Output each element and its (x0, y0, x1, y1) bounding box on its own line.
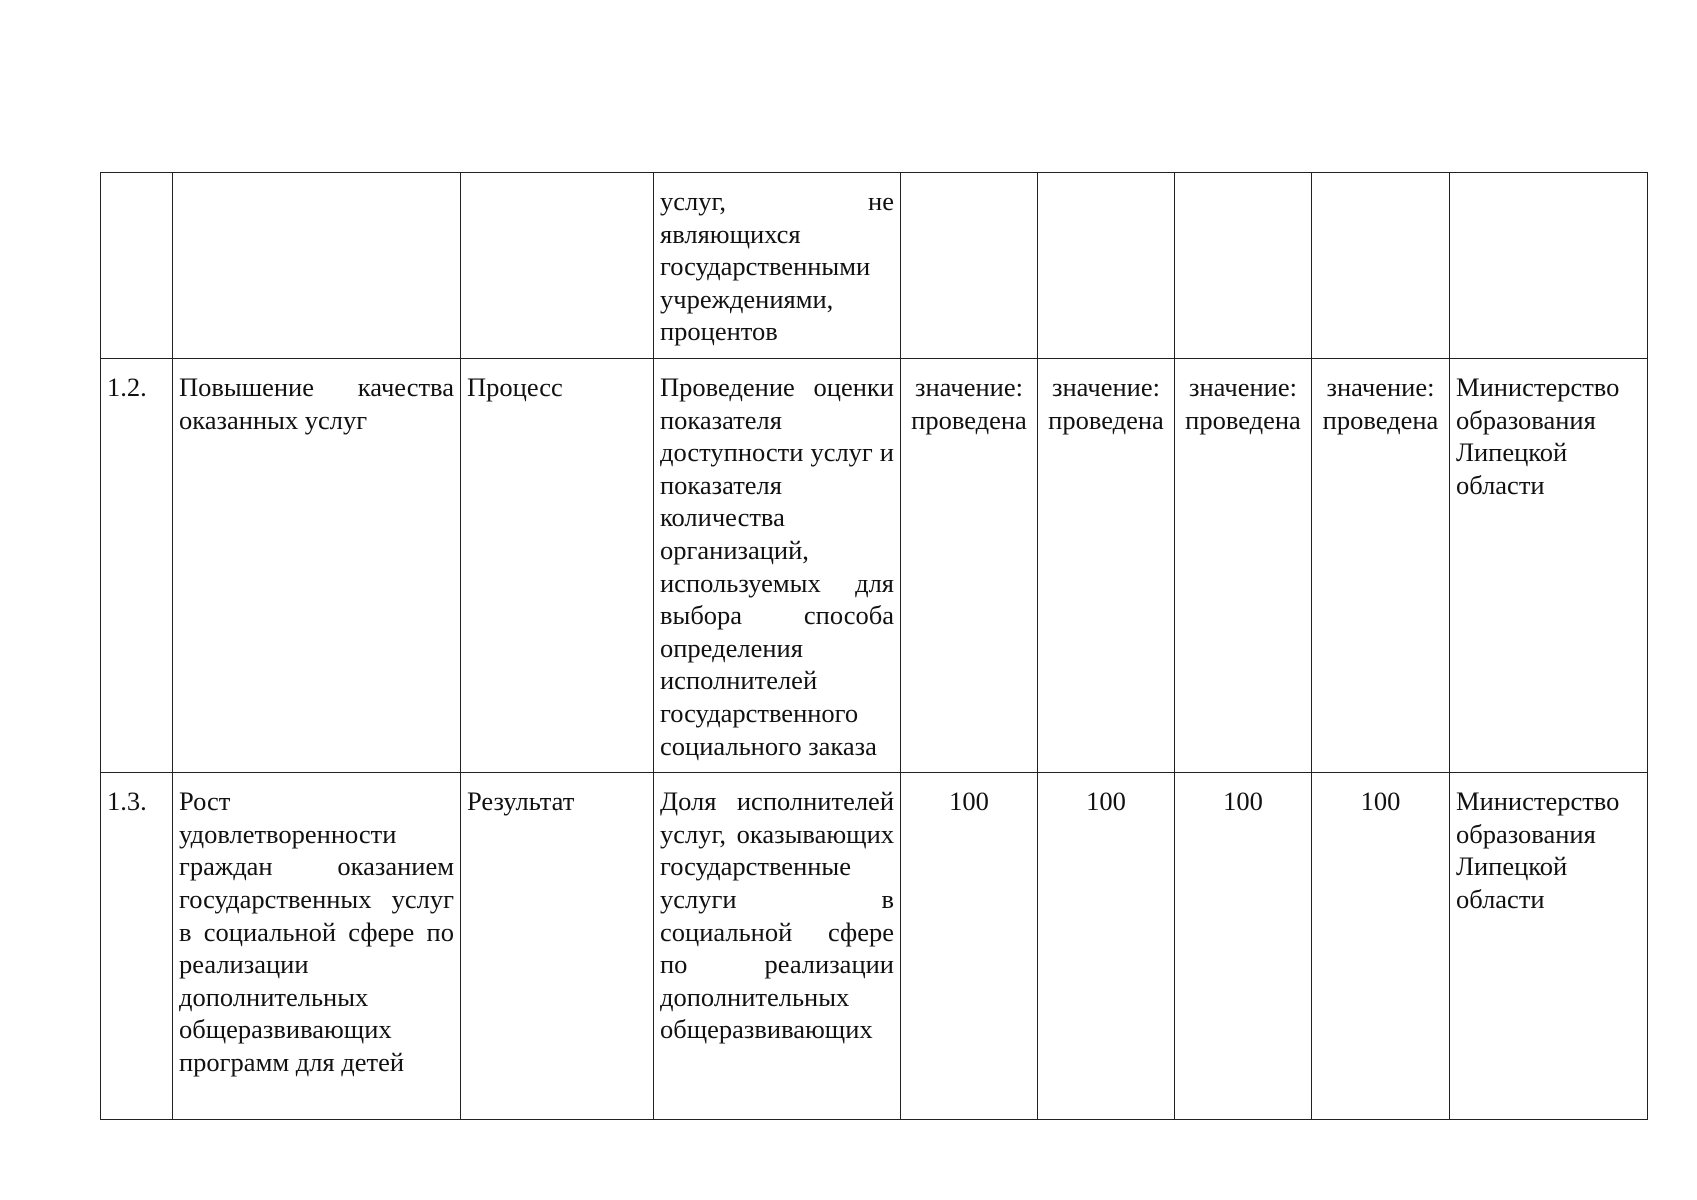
table-row (101, 773, 1648, 1120)
value-cell-2 (1038, 173, 1175, 359)
row-number-cell: 1.3. (101, 773, 173, 1120)
value-cell-1 (901, 173, 1038, 359)
table-row (101, 359, 1648, 773)
indicator-cell: Доля исполнителей услуг, оказывающих государственные услуги в социальной сфере по реализации дополнительных общеразвивающих (654, 773, 901, 1120)
indicators-table (100, 172, 1648, 1120)
responsible-cell (1450, 173, 1648, 359)
value-cell-4 (1312, 173, 1450, 359)
value-cell-2: значение: проведена (1038, 359, 1175, 773)
indicator-cell: услуг, не являющихся государственными учреждениями, процентов (654, 173, 901, 359)
value-cell-3: значение: проведена (1175, 359, 1312, 773)
indicator-cell: Проведение оценки показателя доступности услуг и показателя количества организаций, используемых для выбора способа определения исполнителей государственного социального заказа (654, 359, 901, 773)
table-row (101, 173, 1648, 359)
type-cell: Процесс (461, 359, 654, 773)
value-cell-3 (1175, 173, 1312, 359)
value-cell-3: 100 (1175, 773, 1312, 1120)
task-cell: Повышение качества оказанных услуг (173, 359, 461, 773)
type-cell: Результат (461, 773, 654, 1120)
task-cell (173, 173, 461, 359)
value-cell-1: 100 (901, 773, 1038, 1120)
value-cell-1: значение: проведена (901, 359, 1038, 773)
responsible-cell: Министерство образования Липецкой области (1450, 773, 1648, 1120)
task-cell: Рост удовлетворенности граждан оказанием государственных услуг в социальной сфере по реализации дополнительных общеразвивающих программ для детей (173, 773, 461, 1120)
value-cell-2: 100 (1038, 773, 1175, 1120)
type-cell (461, 173, 654, 359)
responsible-cell: Министерство образования Липецкой области (1450, 359, 1648, 773)
value-cell-4: значение: проведена (1312, 359, 1450, 773)
row-number-cell: 1.2. (101, 359, 173, 773)
value-cell-4: 100 (1312, 773, 1450, 1120)
row-number-cell (101, 173, 173, 359)
